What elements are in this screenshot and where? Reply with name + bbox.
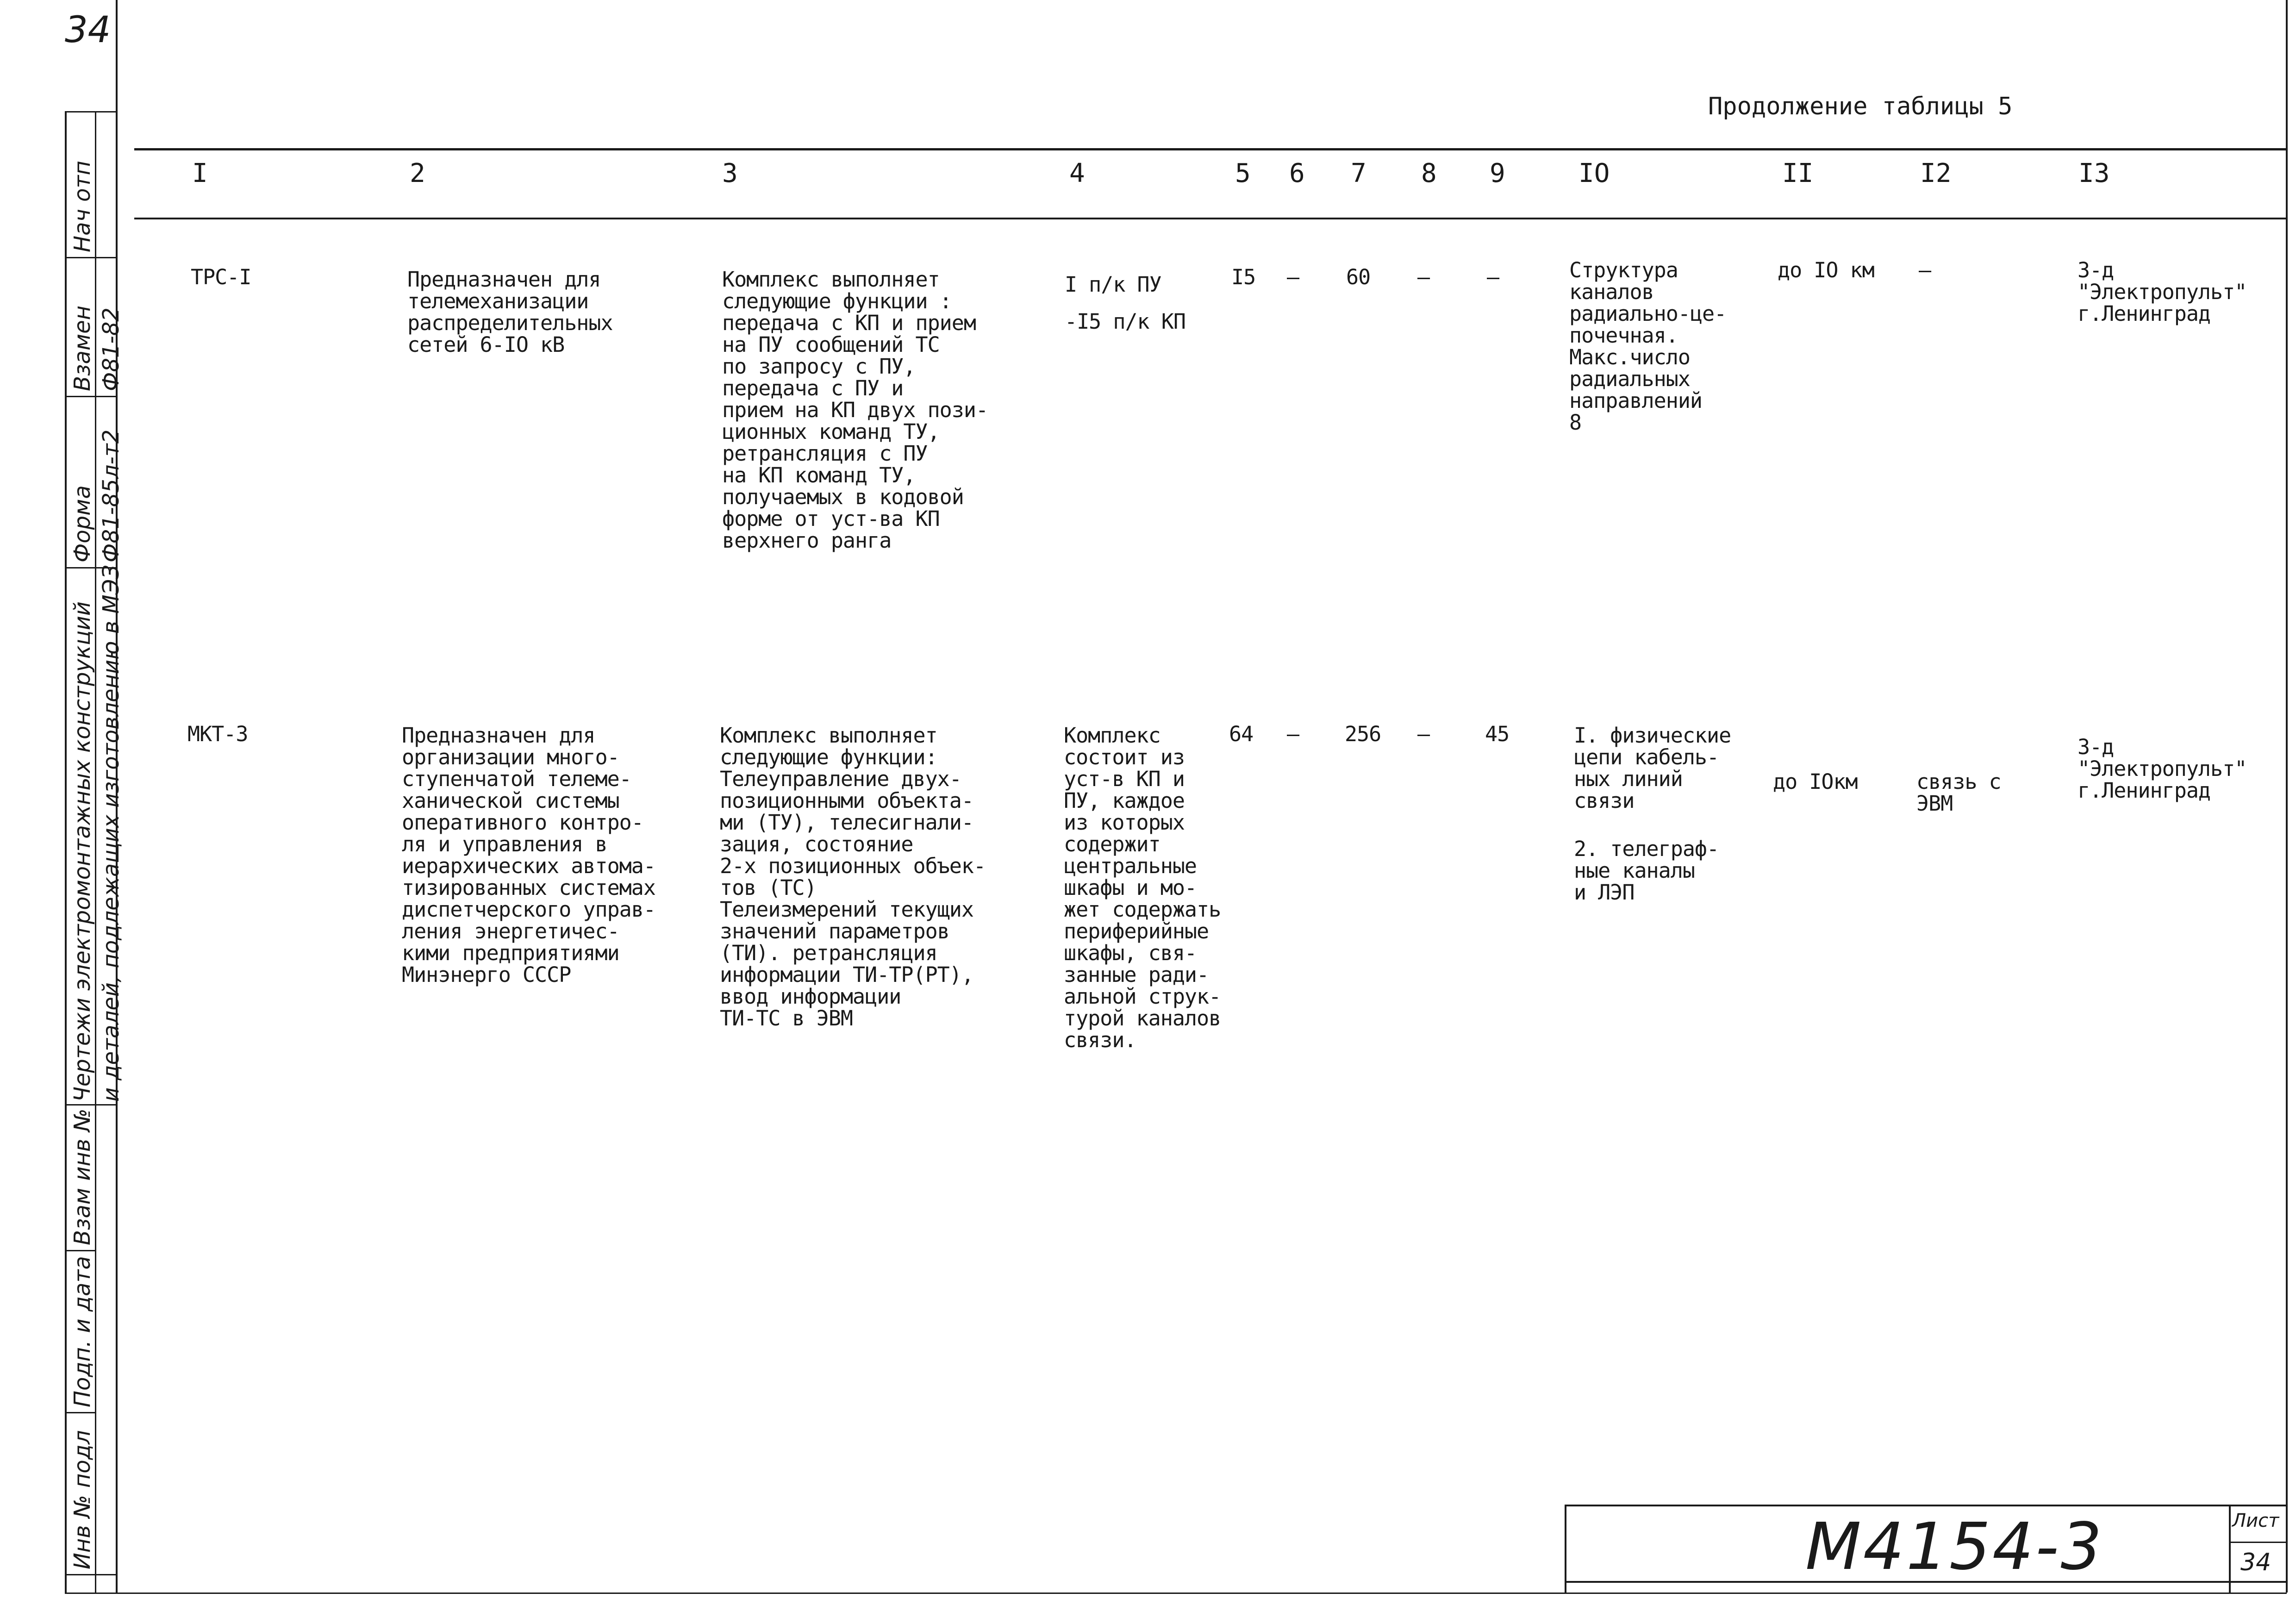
row2-col9: 45 <box>1485 722 1510 746</box>
stamp-text-title: Чертежи электромонтажных конструкций <box>69 601 95 1102</box>
document-code: М4154-3 <box>1805 1509 2104 1585</box>
row2-purpose: Предназначен для организации много- ступенчатой телеме- ханической системы оперативного контро- ля и управления в иерархических автома- тизированных системах диспетчерского управ- ления энергетичес- кими предприятиями Минэнерго СССР <box>402 723 655 987</box>
header-top-line <box>134 148 2287 150</box>
stamp-sep-4 <box>65 1104 116 1106</box>
row2-col11: до IOкм <box>1773 769 1858 794</box>
page-number-top: 34 <box>65 9 111 51</box>
row1-col7: 60 <box>1346 265 1371 289</box>
row2-col8: – <box>1417 722 1430 746</box>
col-header-4: 4 <box>1069 158 1085 188</box>
row1-col4: I п/к ПУ -I5 п/к КП <box>1065 272 1185 334</box>
stamp-bottom-line <box>65 1574 116 1575</box>
row2-col12: связь с ЭВМ <box>1916 769 2001 816</box>
col-header-6: 6 <box>1289 158 1305 188</box>
col-header-5: 5 <box>1235 158 1251 188</box>
header-bottom-line <box>134 218 2287 219</box>
title-block-top-line <box>1565 1505 2287 1506</box>
stamp-text-nach-otp: Нач отп <box>69 161 95 252</box>
row2-type: МКТ-3 <box>187 722 248 746</box>
stamp-text-podp-data: Подп. и дата <box>69 1256 95 1407</box>
title-block-left-line <box>1565 1505 1566 1593</box>
sheet-number: 34 <box>2240 1549 2271 1576</box>
col-header-3: 3 <box>722 158 738 188</box>
stamp-top-line <box>65 111 116 112</box>
stamp-text-vzamen-code: Ф81-82 <box>98 307 124 391</box>
col-header-2: 2 <box>410 158 425 188</box>
title-block-sheet-sep <box>2229 1542 2287 1543</box>
col-header-7: 7 <box>1351 158 1366 188</box>
row2-col5: 64 <box>1229 722 1254 746</box>
row1-functions: Комплекс выполняет следующие функции : передача с КП и прием на ПУ сообщений ТС по запросу с ПУ, передача с ПУ и прием на КП двух пози- ционных команд ТУ, ретрансляция с ПУ на КП команд ТУ, получаемых в кодовой форме от уст-ва КП верхнего ранга <box>722 267 988 553</box>
col-header-8: 8 <box>1421 158 1437 188</box>
title-block-sheet-divider <box>2229 1505 2231 1593</box>
stamp-text-vzam-inv: Взам инв № <box>69 1108 95 1245</box>
row2-col10: I. физические цепи кабель- ных линий связи <box>1574 723 1731 813</box>
continuation-label: Продолжение таблицы 5 <box>1708 93 2013 120</box>
stamp-sep-5 <box>65 1250 95 1251</box>
stamp-sep-1 <box>65 257 116 258</box>
col-header-1: I <box>192 158 208 188</box>
row2-col6: – <box>1287 722 1299 746</box>
stamp-text-inv-podl: Инв № подл <box>69 1430 95 1569</box>
row1-purpose: Предназначен для телемеханизации распределительных сетей 6-IO кВ <box>407 267 613 357</box>
bottom-frame-line <box>65 1593 2287 1594</box>
row1-col13: З-д "Электропульт" г.Ленинград <box>2078 258 2247 326</box>
row1-col11: до IO км <box>1778 258 1874 282</box>
row2-functions: Комплекс выполняет следующие функции: Телеуправление двух- позиционными объекта- ми (ТУ), телесигнали- зация, состояние 2-х позиционных объек- тов (ТС) Телеизмерений текущих значений параметров (ТИ). ретрансляция информации ТИ-ТР(РТ), ввод информации ТИ-ТС в ЭВМ <box>720 723 986 1031</box>
row1-col5: I5 <box>1231 265 1256 289</box>
row1-col10: Структура каналов радиально-це- почечная. Макс.число радиальных направлений 8 <box>1569 258 1727 435</box>
row2-col4: Комплекс состоит из уст-в КП и ПУ, каждое из которых содержит центральные шкафы и мо- жет содержать периферийные шкафы, свя- занные ради- альной струк- турой каналов связи. <box>1064 723 1221 1052</box>
stamp-sep-2 <box>65 396 116 397</box>
stamp-sep-6 <box>65 1412 95 1413</box>
sheet-label: Лист <box>2232 1510 2279 1531</box>
right-border <box>2286 0 2288 1593</box>
col-header-11: II <box>1782 158 1814 188</box>
row2-col7: 256 <box>1345 722 1381 746</box>
row2-col10b: 2. телеграф- ные каналы и ЛЭП <box>1574 837 1719 905</box>
row2-col13: З-д "Электропульт" г.Ленинград <box>2078 735 2247 803</box>
col-header-12: I2 <box>1920 158 1952 188</box>
row1-type: ТРС-I <box>191 265 251 289</box>
stamp-text-subtitle: и деталей, подлежащих изготовлению в МЭЗ <box>98 565 124 1102</box>
row1-col9: – <box>1487 265 1499 289</box>
stamp-border-left <box>65 111 67 1593</box>
col-header-10: IO <box>1578 158 1610 188</box>
row1-col8: – <box>1417 265 1430 289</box>
row1-col12: – <box>1919 258 1931 282</box>
row1-col6: – <box>1287 265 1299 289</box>
stamp-text-forma-code: Ф81-85л-т2 <box>98 429 124 562</box>
stamp-text-vzamen: Взамен <box>69 306 95 391</box>
col-header-9: 9 <box>1490 158 1505 188</box>
stamp-text-forma: Форма <box>69 485 95 562</box>
col-header-13: I3 <box>2078 158 2110 188</box>
